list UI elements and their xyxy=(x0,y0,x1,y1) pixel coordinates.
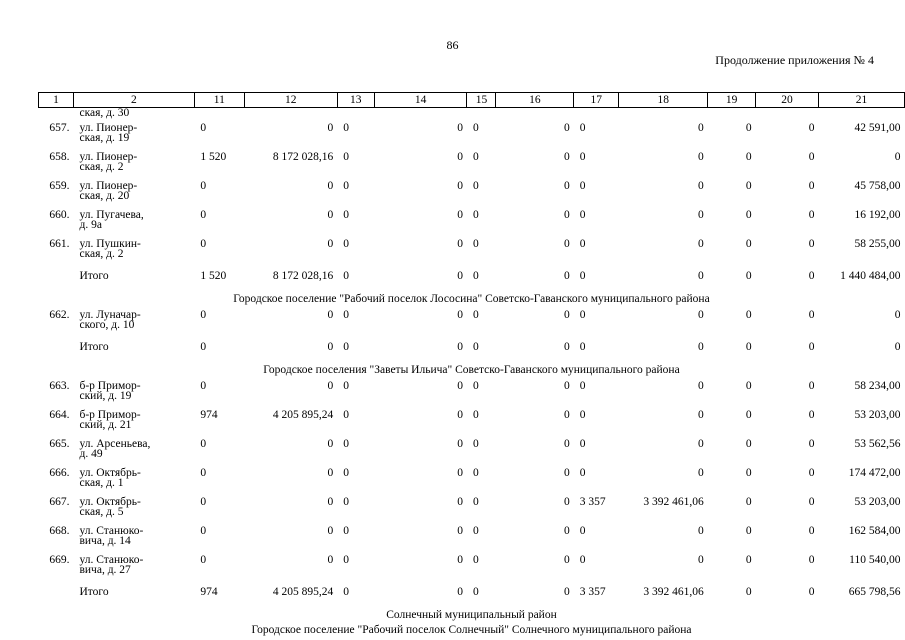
value-cell: 0 xyxy=(327,209,334,221)
value-cell: 0 xyxy=(472,238,479,250)
table-row xyxy=(39,378,905,407)
value-cell: 0 xyxy=(457,309,463,321)
value-cell: 0 xyxy=(579,180,586,192)
value-cell: 0 xyxy=(564,151,570,163)
table-row xyxy=(39,465,905,494)
address-line: ул. Станюко- xyxy=(79,525,144,537)
address-cell xyxy=(73,378,194,407)
value-cell: 0 xyxy=(200,380,207,392)
value-cell: 0 xyxy=(457,409,463,421)
value-cell: 4 205 895,24 xyxy=(272,409,334,421)
value-cell: 0 xyxy=(579,270,586,282)
value-cell: 0 xyxy=(808,238,815,250)
address-cell xyxy=(73,178,194,207)
value-cell: 0 xyxy=(343,122,349,134)
value-cell: 0 xyxy=(808,309,815,321)
value-cell: 0 xyxy=(564,341,570,353)
value-cell: 0 xyxy=(579,151,586,163)
value-cell: 0 xyxy=(745,496,752,508)
value-cell: 0 xyxy=(564,122,570,134)
value-cell: 0 xyxy=(745,554,752,566)
address-line: д. 49 xyxy=(79,448,103,460)
value-cell: 0 xyxy=(697,270,704,282)
value-cell: 0 xyxy=(579,554,586,566)
address-line: ская, д. 1 xyxy=(79,477,124,489)
column-header: 17 xyxy=(574,93,619,108)
row-number: 662. xyxy=(49,309,70,321)
value-cell: 0 xyxy=(564,209,570,221)
value-cell: 0 xyxy=(327,438,334,450)
value-cell: 0 xyxy=(564,380,570,392)
value-cell: 0 xyxy=(457,270,463,282)
value-cell: 0 xyxy=(745,341,752,353)
address-line: ул. Пионер- xyxy=(79,122,138,134)
address-cell: ская, д. 30 xyxy=(79,107,130,119)
value-cell: 0 xyxy=(343,341,349,353)
value-cell: 0 xyxy=(579,438,586,450)
value-cell: 0 xyxy=(472,409,479,421)
cell xyxy=(708,108,756,121)
value-cell: 58 234,00 xyxy=(854,380,901,392)
value-cell: 0 xyxy=(808,467,815,479)
value-cell: 174 472,00 xyxy=(848,467,901,479)
value-cell: 45 758,00 xyxy=(854,180,901,192)
value-cell: 0 xyxy=(564,270,570,282)
section-heading-row xyxy=(39,608,905,623)
value-cell: 0 xyxy=(343,380,349,392)
value-cell: 0 xyxy=(472,151,479,163)
address-line: ул. Пушкин- xyxy=(79,238,141,250)
value-cell: 0 xyxy=(697,151,704,163)
value-cell: 0 xyxy=(327,380,334,392)
table-row xyxy=(39,149,905,178)
cell xyxy=(39,581,74,608)
column-header: 15 xyxy=(467,93,496,108)
value-cell: 0 xyxy=(564,496,570,508)
table-row xyxy=(39,236,905,265)
value-cell: 0 xyxy=(564,238,570,250)
value-cell: 0 xyxy=(564,309,570,321)
table-row xyxy=(39,307,905,336)
value-cell: 0 xyxy=(343,309,349,321)
data-table xyxy=(38,92,905,638)
value-cell: 0 xyxy=(343,554,349,566)
value-cell: 42 591,00 xyxy=(854,122,901,134)
value-cell: 0 xyxy=(343,180,349,192)
column-header: 16 xyxy=(496,93,574,108)
value-cell: 0 xyxy=(564,586,570,598)
section-heading-row xyxy=(39,292,905,307)
section-heading-row xyxy=(39,363,905,378)
value-cell: 0 xyxy=(697,122,704,134)
value-cell: 0 xyxy=(472,122,479,134)
value-cell: 0 xyxy=(327,554,334,566)
address-cell xyxy=(73,523,194,552)
address-cell xyxy=(73,207,194,236)
value-cell: 1 520 xyxy=(200,270,227,282)
address-line: ского, д. 10 xyxy=(79,319,135,331)
value-cell: 3 357 xyxy=(579,496,606,508)
value-cell: 162 584,00 xyxy=(848,525,901,537)
value-cell: 0 xyxy=(745,151,752,163)
value-cell: 1 520 xyxy=(200,151,227,163)
value-cell: 0 xyxy=(457,467,463,479)
value-cell: 53 203,00 xyxy=(854,409,901,421)
column-header: 2 xyxy=(73,93,194,108)
value-cell: 0 xyxy=(579,409,586,421)
column-header: 13 xyxy=(337,93,374,108)
value-cell: 3 392 461,06 xyxy=(643,496,704,508)
address-line: д. 9а xyxy=(79,219,102,231)
value-cell: 0 xyxy=(343,496,349,508)
section-heading: Городское поселения "Заветы Ильича" Советско-Гаванского муниципального района xyxy=(263,364,680,376)
address-line: ская, д. 2 xyxy=(79,248,124,260)
value-cell: 0 xyxy=(564,438,570,450)
value-cell: 0 xyxy=(808,586,815,598)
address-cell xyxy=(73,120,194,149)
cell xyxy=(374,108,467,121)
cell xyxy=(39,108,74,121)
value-cell: 0 xyxy=(457,151,463,163)
address-line: ская, д. 20 xyxy=(79,190,130,202)
value-cell: 0 xyxy=(457,180,463,192)
total-label: Итого xyxy=(79,270,109,282)
value-cell: 110 540,00 xyxy=(849,554,901,566)
cell xyxy=(756,108,819,121)
address-cell xyxy=(73,436,194,465)
section-heading: Городское поселение "Рабочий поселок Солнечный" Солнечного муниципального района xyxy=(251,624,692,636)
address-line: ул. Луначар- xyxy=(79,309,141,321)
value-cell: 0 xyxy=(745,180,752,192)
row-number: 657. xyxy=(49,122,70,134)
value-cell: 0 xyxy=(327,238,334,250)
value-cell: 665 798,56 xyxy=(848,586,901,598)
value-cell: 0 xyxy=(579,209,586,221)
row-number: 661. xyxy=(49,238,70,250)
value-cell: 0 xyxy=(457,122,463,134)
cell xyxy=(818,108,904,121)
address-cell xyxy=(73,307,194,336)
address-line: ская, д. 19 xyxy=(79,132,130,144)
value-cell: 0 xyxy=(472,341,479,353)
value-cell: 0 xyxy=(327,309,334,321)
value-cell: 0 xyxy=(457,209,463,221)
value-cell: 0 xyxy=(472,270,479,282)
value-cell: 0 xyxy=(697,467,704,479)
value-cell: 0 xyxy=(808,341,815,353)
address-line: ул. Октябрь- xyxy=(79,496,141,508)
value-cell: 0 xyxy=(457,438,463,450)
table-row xyxy=(39,436,905,465)
value-cell: 0 xyxy=(579,525,586,537)
value-cell: 58 255,00 xyxy=(854,238,901,250)
value-cell: 0 xyxy=(745,467,752,479)
address-line: ул. Арсеньева, xyxy=(79,438,151,450)
value-cell: 16 192,00 xyxy=(854,209,901,221)
address-line: ул. Октябрь- xyxy=(79,467,141,479)
value-cell: 0 xyxy=(745,438,752,450)
value-cell: 0 xyxy=(745,409,752,421)
value-cell: 0 xyxy=(472,496,479,508)
table-row xyxy=(39,120,905,149)
cell xyxy=(619,108,708,121)
value-cell: 0 xyxy=(343,525,349,537)
cell xyxy=(194,108,244,121)
value-cell: 0 xyxy=(200,467,207,479)
value-cell: 0 xyxy=(343,409,349,421)
value-cell: 0 xyxy=(745,380,752,392)
value-cell: 0 xyxy=(894,309,901,321)
value-cell: 0 xyxy=(808,525,815,537)
value-cell: 0 xyxy=(579,238,586,250)
row-number: 664. xyxy=(49,409,70,421)
value-cell: 0 xyxy=(745,238,752,250)
value-cell: 0 xyxy=(579,380,586,392)
address-line: вича, д. 27 xyxy=(79,564,131,576)
address-cell xyxy=(73,552,194,581)
address-cell xyxy=(73,236,194,265)
cell xyxy=(574,108,619,121)
column-header: 18 xyxy=(619,93,708,108)
total-label: Итого xyxy=(79,586,109,598)
row-number: 669. xyxy=(49,554,70,566)
value-cell: 0 xyxy=(697,554,704,566)
value-cell: 0 xyxy=(808,209,815,221)
value-cell: 0 xyxy=(472,180,479,192)
value-cell: 0 xyxy=(457,586,463,598)
cell xyxy=(244,108,337,121)
table-row xyxy=(39,178,905,207)
value-cell: 0 xyxy=(808,409,815,421)
value-cell: 0 xyxy=(808,270,815,282)
value-cell: 4 205 895,24 xyxy=(272,586,334,598)
value-cell: 0 xyxy=(200,309,207,321)
value-cell: 0 xyxy=(472,554,479,566)
table-row xyxy=(39,523,905,552)
value-cell: 0 xyxy=(579,341,586,353)
cell xyxy=(467,108,496,121)
table-row xyxy=(39,407,905,436)
cell xyxy=(39,265,74,292)
value-cell: 0 xyxy=(745,586,752,598)
value-cell: 0 xyxy=(200,438,207,450)
value-cell: 0 xyxy=(697,309,704,321)
value-cell: 974 xyxy=(200,586,218,598)
total-row xyxy=(39,336,905,363)
value-cell: 0 xyxy=(564,409,570,421)
value-cell: 0 xyxy=(745,309,752,321)
value-cell: 0 xyxy=(200,554,207,566)
value-cell: 0 xyxy=(343,467,349,479)
value-cell: 0 xyxy=(327,525,334,537)
value-cell: 0 xyxy=(327,496,334,508)
section-heading: Солнечный муниципальный район xyxy=(386,609,557,621)
value-cell: 0 xyxy=(472,209,479,221)
value-cell: 0 xyxy=(457,380,463,392)
row-number: 658. xyxy=(49,151,70,163)
value-cell: 0 xyxy=(457,554,463,566)
value-cell: 0 xyxy=(697,238,704,250)
total-row xyxy=(39,581,905,608)
value-cell: 0 xyxy=(327,341,334,353)
value-cell: 0 xyxy=(745,270,752,282)
row-number: 659. xyxy=(49,180,70,192)
cell xyxy=(496,108,574,121)
address-cell xyxy=(73,494,194,523)
address-cell xyxy=(73,149,194,178)
value-cell: 0 xyxy=(697,180,704,192)
value-cell: 0 xyxy=(808,151,815,163)
section-heading: Городское поселение "Рабочий поселок Лососина" Советско-Гаванского муниципального района xyxy=(233,293,710,305)
row-number: 665. xyxy=(49,438,70,450)
value-cell: 0 xyxy=(472,525,479,537)
address-line: ская, д. 5 xyxy=(79,506,124,518)
row-number: 667. xyxy=(49,496,70,508)
column-header: 1 xyxy=(39,93,74,108)
address-line: б-р Примор- xyxy=(79,380,141,392)
value-cell: 974 xyxy=(200,409,218,421)
value-cell: 0 xyxy=(564,180,570,192)
address-line: ул. Станюко- xyxy=(79,554,144,566)
value-cell: 0 xyxy=(697,525,704,537)
address-line: б-р Примор- xyxy=(79,409,141,421)
value-cell: 0 xyxy=(343,586,349,598)
value-cell: 0 xyxy=(697,438,704,450)
value-cell: 0 xyxy=(579,122,586,134)
column-header: 19 xyxy=(708,93,756,108)
column-header: 12 xyxy=(244,93,337,108)
value-cell: 0 xyxy=(457,341,463,353)
cell xyxy=(337,108,374,121)
value-cell: 0 xyxy=(472,467,479,479)
value-cell: 0 xyxy=(343,209,349,221)
value-cell: 0 xyxy=(327,180,334,192)
cell xyxy=(39,336,74,363)
value-cell: 0 xyxy=(472,380,479,392)
value-cell: 0 xyxy=(327,467,334,479)
page-number: 86 xyxy=(446,38,459,52)
value-cell: 0 xyxy=(200,180,207,192)
address-line: ский, д. 19 xyxy=(79,390,132,402)
table-row xyxy=(39,552,905,581)
value-cell: 0 xyxy=(200,341,207,353)
value-cell: 0 xyxy=(472,586,479,598)
value-cell: 0 xyxy=(808,122,815,134)
address-cell xyxy=(73,407,194,436)
value-cell: 0 xyxy=(808,180,815,192)
value-cell: 0 xyxy=(564,467,570,479)
address-line: ул. Пугачева, xyxy=(79,209,144,221)
total-label: Итого xyxy=(79,341,109,353)
value-cell: 53 203,00 xyxy=(854,496,901,508)
value-cell: 0 xyxy=(579,309,586,321)
continuation-row xyxy=(39,108,905,121)
value-cell: 0 xyxy=(745,209,752,221)
value-cell: 0 xyxy=(200,122,207,134)
value-cell: 0 xyxy=(472,309,479,321)
value-cell: 0 xyxy=(200,238,207,250)
value-cell: 0 xyxy=(697,409,704,421)
value-cell: 0 xyxy=(564,525,570,537)
value-cell: 0 xyxy=(808,380,815,392)
value-cell: 0 xyxy=(457,525,463,537)
total-row xyxy=(39,265,905,292)
value-cell: 0 xyxy=(808,438,815,450)
value-cell: 0 xyxy=(579,467,586,479)
value-cell: 0 xyxy=(894,151,901,163)
value-cell: 0 xyxy=(343,438,349,450)
table-row xyxy=(39,207,905,236)
value-cell: 0 xyxy=(894,341,901,353)
address-cell xyxy=(73,465,194,494)
value-cell: 53 562,56 xyxy=(854,438,901,450)
value-cell: 0 xyxy=(808,496,815,508)
row-number: 666. xyxy=(49,467,70,479)
column-header: 21 xyxy=(818,93,904,108)
value-cell: 0 xyxy=(457,496,463,508)
table-header-row xyxy=(39,93,905,108)
value-cell: 0 xyxy=(808,554,815,566)
address-line: ул. Пионер- xyxy=(79,151,138,163)
value-cell: 0 xyxy=(343,238,349,250)
value-cell: 1 440 484,00 xyxy=(840,270,901,282)
value-cell: 0 xyxy=(200,496,207,508)
value-cell: 8 172 028,16 xyxy=(272,270,334,282)
value-cell: 3 357 xyxy=(579,586,606,598)
value-cell: 0 xyxy=(472,438,479,450)
value-cell: 0 xyxy=(200,209,207,221)
row-number: 668. xyxy=(49,525,70,537)
value-cell: 0 xyxy=(697,380,704,392)
row-number: 660. xyxy=(49,209,70,221)
value-cell: 0 xyxy=(697,341,704,353)
value-cell: 0 xyxy=(327,122,334,134)
value-cell: 0 xyxy=(457,238,463,250)
row-number: 663. xyxy=(49,380,70,392)
table-row xyxy=(39,494,905,523)
value-cell: 0 xyxy=(343,270,349,282)
address-line: ская, д. 2 xyxy=(79,161,124,173)
appendix-continuation-title: Продолжение приложения № 4 xyxy=(715,53,874,67)
value-cell: 3 392 461,06 xyxy=(643,586,704,598)
address-line: вича, д. 14 xyxy=(79,535,131,547)
address-line: ский, д. 21 xyxy=(79,419,132,431)
column-header: 20 xyxy=(756,93,819,108)
value-cell: 0 xyxy=(745,122,752,134)
section-heading-row xyxy=(39,623,905,638)
value-cell: 0 xyxy=(697,209,704,221)
column-header: 14 xyxy=(374,93,467,108)
value-cell: 8 172 028,16 xyxy=(272,151,334,163)
value-cell: 0 xyxy=(343,151,349,163)
column-header: 11 xyxy=(194,93,244,108)
address-line: ул. Пионер- xyxy=(79,180,138,192)
value-cell: 0 xyxy=(745,525,752,537)
value-cell: 0 xyxy=(564,554,570,566)
value-cell: 0 xyxy=(200,525,207,537)
